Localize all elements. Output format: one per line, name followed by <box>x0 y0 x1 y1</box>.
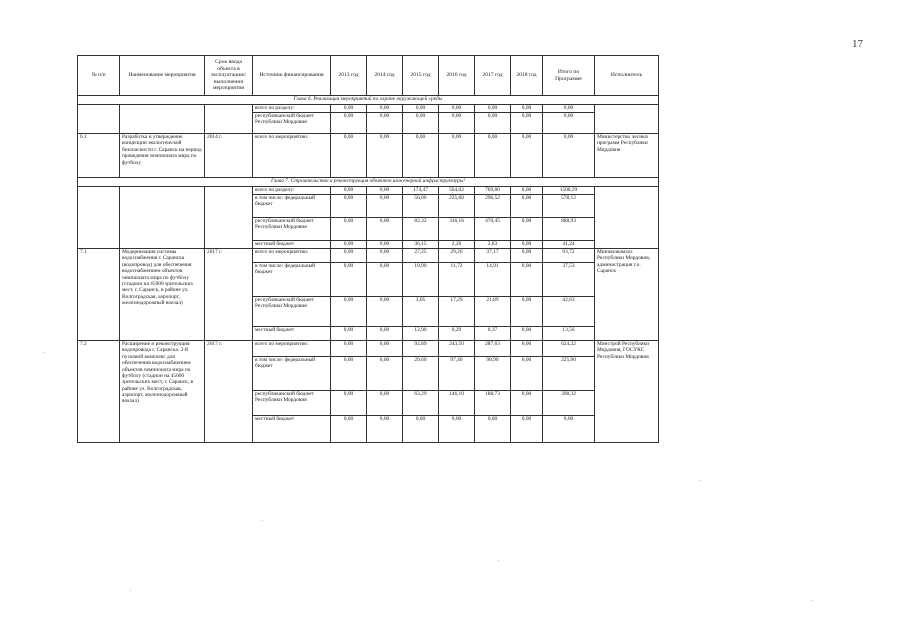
table-row: местный бюджет 0,00 0,00 12,90 0,29 0,37 0,00 13,56 <box>78 327 659 341</box>
source-cell: местный бюджет <box>253 416 331 443</box>
scan-speck <box>498 560 499 561</box>
table-row: республиканский бюджет Республики Мордовия 0,00 0,00 0,00 0,00 0,00 0,00 0,00 <box>78 113 659 134</box>
table-row: всего по разделу: 0,00 0,00 0,00 0,00 0,00 0,00 0,00 <box>78 105 659 113</box>
budget-table <box>77 55 659 443</box>
item-executor: Минжилкомхоз Республики Мордовия, администрация г.о. Саранск <box>595 249 659 341</box>
table-row: местный бюджет 0,00 0,00 36,15 2,26 2,83 0,00 41,24 <box>78 241 659 249</box>
item-number: 7.2 <box>78 341 120 443</box>
source-cell: всего по разделу: <box>253 187 331 195</box>
header-2015: 2015 год <box>403 56 439 96</box>
table-row: местный бюджет 0,00 0,00 0,00 0,00 0,00 0,00 0,00 <box>78 416 659 443</box>
scan-speck <box>700 480 701 481</box>
chapter-7-title: Глава 7. Строительство и реконструкция объектов инженерной инфраструктуры¹ <box>78 178 659 187</box>
item-term: 2014 г. <box>205 134 253 178</box>
item-executor: Минстрой Республики Мордовия, ГОСУКС Республики Мордовия <box>595 341 659 443</box>
item-executor: Министерство лесных программ Республики Мордовия <box>595 134 659 178</box>
table-row: в том числе: федеральный бюджет 0,00 0,00 29,60 97,40 98,90 0,00 225,90 <box>78 357 659 391</box>
source-cell: всего по мероприятию: <box>253 249 331 263</box>
source-cell: республиканский бюджет Республики Мордовия <box>253 391 331 416</box>
source-cell: всего по разделу: <box>253 105 331 113</box>
scan-speck <box>130 590 131 591</box>
header-executor: Исполнитель <box>595 56 659 96</box>
header-2018: 2018 год <box>511 56 543 96</box>
scan-speck <box>262 520 263 521</box>
table-row: в том числе: федеральный бюджет 0,00 0,00 10,90 11,72 14,91 0,00 37,53 <box>78 263 659 297</box>
header-row <box>78 56 659 96</box>
scan-speck <box>812 600 813 601</box>
source-cell: всего по мероприятию: <box>253 134 331 178</box>
source-cell: местный бюджет <box>253 241 331 249</box>
chapter-6-title: Глава 6. Реализация мероприятий по охране окружающей среды <box>78 96 659 105</box>
header-2016: 2016 год <box>439 56 475 96</box>
source-cell: в том числе: федеральный бюджет <box>253 263 331 297</box>
source-cell: всего по мероприятию: <box>253 341 331 357</box>
item-term: 2017 г. <box>205 341 253 443</box>
table-row: республиканский бюджет Республики Мордовия 0,00 0,00 82,32 336,16 470,45 0,00 888,93 <box>78 218 659 241</box>
source-cell: местный бюджет <box>253 327 331 341</box>
source-cell: в том числе: федеральный бюджет <box>253 357 331 391</box>
header-number: № п/п <box>78 56 120 96</box>
table-row: в том числе: федеральный бюджет 0,00 0,00 56,00 225,60 296,52 0,00 578,12 <box>78 195 659 218</box>
table-row: республиканский бюджет Республики Мордовия 0,00 0,00 3,05 17,29 21,89 0,00 42,63 <box>78 297 659 327</box>
table-row-6-1: 6.1 Разработка и утверждение концепции экологической безопасности г. Саранск на период проведения чемпионата мира по футболу 2014 г. всего по мероприятию: 0,00 0,00 0,00 0,00 0,00 0,00 0,00 Министерство лесных программ Республики Мордовия <box>78 134 659 178</box>
table-row: всего по разделу: 0,00 0,00 174,47 564,02 769,80 0,00 1508,29 <box>78 187 659 195</box>
item-number: 7.1 <box>78 249 120 341</box>
source-cell: республиканский бюджет Республики Мордовия <box>253 297 331 327</box>
header-name: Наименование мероприятия <box>120 56 205 96</box>
table-row-7-2: 7.2 Расширение и реконструкция водопровода г. Саранска. 2-й пусковой комплекс для обеспечения водоснабжением объектов чемпионата мира по футболу (стадион на 45000 зрительских мест, г. Саранск, в районе ул. Волгоградская, аэропорт, железнодорожный вокзал) 2017 г. всего по мероприятию: 0,00 0,00 92,89 243,50 287,63 0,00 624,22 Минстрой Республики Мордовия, ГОСУКС Республики Мордовия <box>78 341 659 357</box>
header-source: Источник финансирования <box>253 56 331 96</box>
chapter-7-row <box>78 178 659 187</box>
header-total: Итого по Программе <box>543 56 595 96</box>
chapter-6-row <box>78 96 659 105</box>
header-2014: 2014 год <box>367 56 403 96</box>
header-term: Срок ввода объекта в эксплуатацию/ выполнения мероприятия <box>205 56 253 96</box>
table-row: республиканский бюджет Республики Мордовия 0,00 0,00 63,29 146,10 188,73 0,00 398,32 <box>78 391 659 416</box>
source-cell: республиканский бюджет Республики Мордовия <box>253 113 331 134</box>
table-row-7-1: 7.1 Модернизация системы водоснабжения г. Саранска (водопровод) для обеспечения водоснабжением объектов чемпионата мира по футболу (стадион на 45000 зрительских мест, г. Саранск, в районе ул. Волгоградская, аэропорт, железнодорожный вокзал) 2017 г. всего по мероприятию: 0,00 0,00 27,25 29,26 37,17 0,00 93,72 Минжилкомхоз Республики Мордовия, администрация г.о. Саранск <box>78 249 659 263</box>
header-2017: 2017 год <box>475 56 511 96</box>
page-number: 17 <box>852 38 863 50</box>
item-number: 6.1 <box>78 134 120 178</box>
scan-speck <box>44 352 45 353</box>
item-name: Расширение и реконструкция водопровода г. Саранска. 2-й пусковой комплекс для обеспечения водоснабжением объектов чемпионата мира по футболу (стадион на 45000 зрительских мест, г. Саранск, в районе ул. Волгоградская, аэропорт, железнодорожный вокзал) <box>120 341 205 443</box>
item-term: 2017 г. <box>205 249 253 341</box>
item-name: Модернизация системы водоснабжения г. Саранска (водопровод) для обеспечения водоснабжением объектов чемпионата мира по футболу (стадион на 45000 зрительских мест, г. Саранск, в районе ул. Волгоградская, аэропорт, железнодорожный вокзал) <box>120 249 205 341</box>
source-cell: в том числе: федеральный бюджет <box>253 195 331 218</box>
source-cell: республиканский бюджет Республики Мордовия <box>253 218 331 241</box>
item-name: Разработка и утверждение концепции экологической безопасности г. Саранск на период проведения чемпионата мира по футболу <box>120 134 205 178</box>
header-2013: 2013 год <box>331 56 367 96</box>
